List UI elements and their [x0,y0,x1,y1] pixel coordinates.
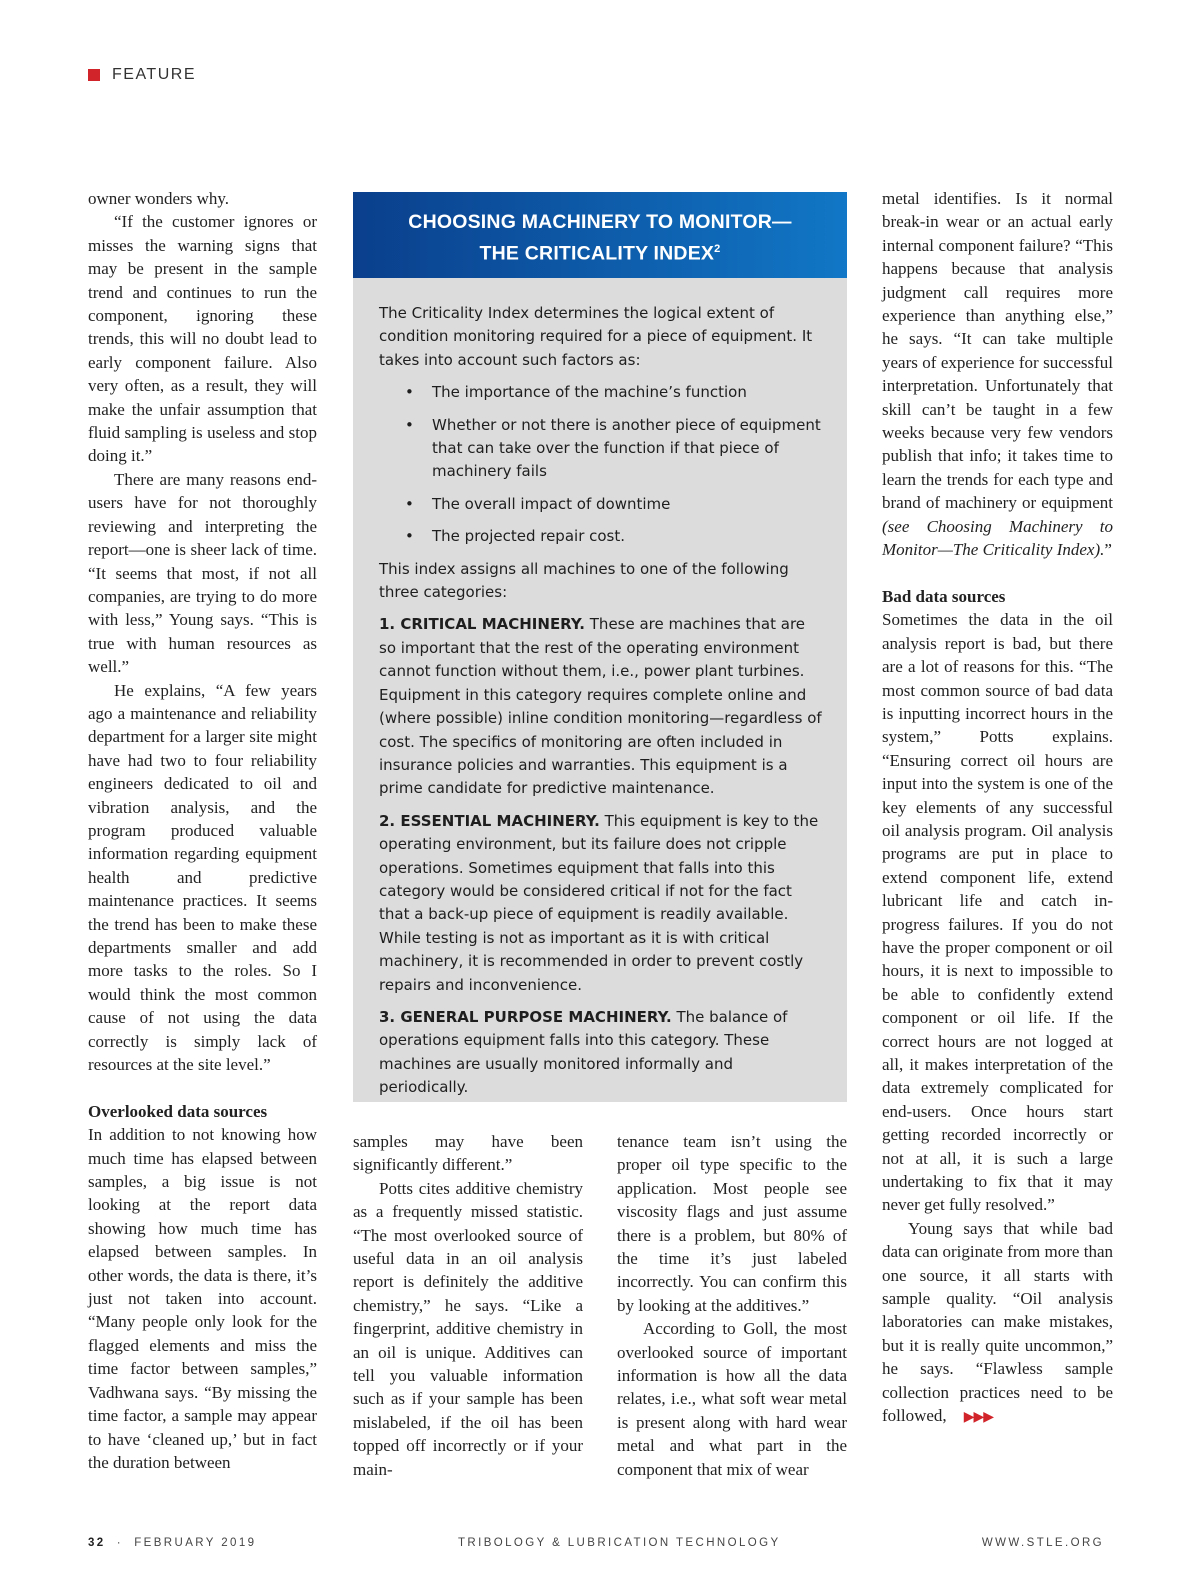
paragraph: tenance team isn’t using the proper oil type specific to the application. Most people see viscosity flags and just assume there is a problem, but 80% of the time it’s just labeled incorrectly. You can confirm this by looking at the additives.” [617,1132,847,1315]
paragraph: Young says that while bad data can originate from more than one source, it all starts with sample quality. “Oil analysis laboratories can make mistakes, but it is really quite uncommon,” he says. “Flawless sample collection practices need to be followed, ▶▶▶ [882,1218,1113,1426]
category-general-purpose: 3. GENERAL PURPOSE MACHINERY. The balance of operations equipment falls into this category. These machines are usually monitored informally and periodically. [379,1007,788,1097]
page-number: 32 [88,1537,106,1549]
category-critical: 1. CRITICAL MACHINERY. These are machines that are so important that the rest of the operating environment cannot function without them, i.e., power plant turbines. Equipment in this category requires complete online and (where possible) inline condition monitoring—regardless of cost. The specifics of monitoring are often included in insurance policies and warranties. This equipment is a prime candidate for predictive maintenance. [379,615,822,798]
website-link[interactable]: WWW.STLE.ORG [981,1537,1104,1549]
footer-page-info [88,1537,256,1549]
paragraph: He explains, “A few years ago a maintenance and reliability department for a larger site might have had two to four reliability engineers dedicated to oil and vibration analysis, and the program produced valuable information regarding equipment health and predictive maintenance practices. It seems the trend has been to make these departments smaller and add more tasks to the roles. So I would think the most common cause of not using the data correctly is simply lack of resources at the site level.” [88,680,317,1075]
article-column-1 [88,187,317,1474]
paragraph: owner wonders why. [88,189,230,208]
article-column-4 [882,187,1113,1430]
article-column-3 [617,1130,847,1481]
list-item: • The projected repair cost. [379,525,822,548]
paragraph: There are many reasons end-users have for not thoroughly reviewing and interpreting the report—one is sheer lack of time. “It seems that most, if not all companies, are trying to do more with less,” Young says. “This is true with human resources as well.” [88,469,317,677]
red-square-icon [88,69,100,81]
factor-list [379,381,822,548]
sidebar-title: CHOOSING MACHINERY TO MONITOR— THE CRITICALITY INDEX$^2$ [353,192,847,278]
issue-date: FEBRUARY 2019 [134,1537,257,1549]
bullet-icon: • [405,494,414,513]
paragraph: samples may have been significantly different.” [353,1132,583,1175]
bullet-icon: • [405,415,414,434]
bullet-icon: • [405,527,414,546]
section-label: FEATURE [112,66,196,83]
list-item: • The overall impact of downtime [379,493,822,516]
category-essential: 2. ESSENTIAL MACHINERY. This equipment is key to the operating environment, but its failure does not cripple operations. Sometimes equipment that falls into this category would be considered critical if not for the fact that a back-up piece of equipment is readily available. While testing is not as important as it is with critical machinery, it is recommended in order to prevent costly repairs and inconvenience. [379,811,819,994]
paragraph: Potts cites additive chemistry as a frequently missed statistic. “The most overlooked source of useful data in an oil analysis report is definitely the additive chemistry,” he says. “Like a fingerprint, additive chemistry in an oil is unique. Additives can tell you valuable information such as if your sample has been mislabeled, if the oil has been topped off incorrectly or if your main- [353,1178,583,1479]
paragraph: In addition to not knowing how much time has elapsed between samples, a big issue is not looking at the report data showing how much time has elapsed between samples. In other words, the data is there, it’s just not taken into account. “Many people only look for the flagged elements and miss the time factor between samples,” Vadhwana says. “By missing the time factor, a sample may appear to have ‘cleaned up,’ but in fact the duration between [88,1125,317,1472]
sidebar-intro: The Criticality Index determines the logical extent of condition monitoring required for a piece of equipment. It takes into account such factors as: [379,304,813,369]
footer-separator: · [116,1537,124,1549]
paragraph: Sometimes the data in the oil analysis report is bad, but there are a lot of reasons for this. “The most common source of bad data is inputting incorrect hours in the system,” Potts explains. “Ensuring correct oil hours are input into the system is one of the key elements of any successful oil analysis program. Oil analysis programs are put in place to extend component life, extend lubricant life and catch in-progress failures. If you do not have the proper component or oil hours, it is next to impossible to be able to confidently extend component or oil life. If the correct hours are not logged at all, it makes interpretation of the data extremely complicated for end-users. Once hours start getting recorded incorrectly or not at all, it is such a large undertaking to fix that it may never get fully resolved.” [882,610,1113,1215]
bullet-icon: • [405,383,414,402]
continued-arrow-icon: ▶▶▶ [963,1410,993,1426]
article-column-2 [353,1130,583,1481]
list-item: • The importance of the machine’s function [379,381,822,404]
sidebar-assign: This index assigns all machines to one of the following three categories: [379,559,789,602]
sidebar-body [353,278,847,1100]
subheading-overlooked-data-sources: Overlooked data sources [88,1101,268,1121]
list-item: • Whether or not there is another piece of equipment that can take over the function if that piece of machinery fails [405,415,821,481]
subheading-bad-data-sources: Bad data sources [882,586,1006,606]
paragraph: “If the customer ignores or misses the warning signs that may be present in the sample trend and continues to run the component, ignoring these trends, this will no doubt lead to early component failure. Also very often, as a result, they will make the unfair assumption that fluid sampling is useless and stop doing it.” [88,212,317,466]
criticality-index-sidebar [353,192,847,1102]
section-tag [88,66,196,84]
paragraph: According to Goll, the most overlooked source of important information is how all the data relates, i.e., what soft wear metal is present along with hard wear metal and what part in the component that mix of wear [617,1319,847,1479]
paragraph: metal identifies. Is it normal break-in wear or an actual early internal component failure? “This happens because that analysis judgment call requires more experience than anything else,” he says. “It can take multiple years of experience for successful interpretation. Unfortunately that skill can’t be taught in a few weeks because very few vendors publish that info; it takes time to learn the trends for each type and brand of machinery or equipment (see Choosing Machinery to Monitor—The Criticality Index).” [882,189,1113,560]
publication-name: TRIBOLOGY & LUBRICATION TECHNOLOGY [458,1537,781,1549]
